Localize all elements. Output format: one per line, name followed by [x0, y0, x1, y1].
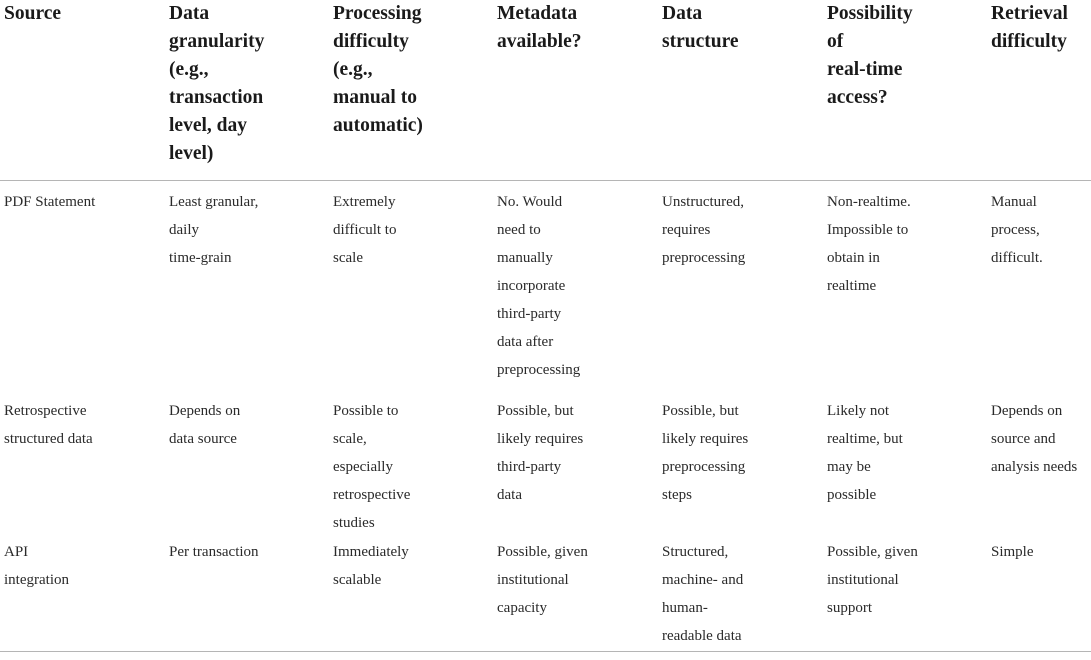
table-row: [0, 538, 1091, 660]
table-cell: Extremely difficult to scale: [333, 194, 397, 266]
table-cell: Least granular, daily time-grain: [169, 194, 259, 266]
header-metadata-available: Metadata available?: [497, 3, 582, 52]
table-cell: PDF Statement: [4, 194, 96, 210]
table-cell: Per transaction: [169, 544, 259, 560]
header-real-time-access: Possibility of real-time access?: [827, 3, 913, 108]
table-cell: Structured, machine- and human- readable data: [662, 544, 744, 644]
table-cell: Possible, but likely requires third-party data: [497, 403, 584, 503]
table-cell: Possible, given institutional support: [827, 544, 918, 616]
table-cell: Retrospective structured data: [4, 403, 93, 447]
header-data-granularity: Data granularity (e.g., transaction level, day level): [169, 3, 265, 164]
table-cell: Immediately scalable: [333, 544, 409, 588]
header-retrieval-difficulty: Retrieval difficulty: [991, 3, 1068, 52]
table-cell: Depends on data source: [169, 403, 241, 447]
table-cell: Likely not realtime, but may be possible: [827, 403, 903, 503]
table-cell: Simple: [991, 544, 1034, 560]
table-cell: Non-realtime. Impossible to obtain in realtime: [827, 194, 911, 294]
header-processing-difficulty: Processing difficulty (e.g., manual to automatic): [333, 3, 423, 136]
header-data-structure: Data structure: [662, 3, 739, 52]
header-source: Source: [4, 3, 62, 24]
table-cell: Manual process, difficult.: [991, 194, 1043, 266]
table-cell: Possible to scale, especially retrospective studies: [333, 403, 411, 531]
table-bottom-rule: [0, 651, 1091, 652]
table-cell: No. Would need to manually incorporate third-party data after preprocessing: [497, 194, 581, 378]
table-header-row: [0, 0, 1091, 180]
table-cell: Unstructured, requires preprocessing: [662, 194, 746, 266]
table-cell: Possible, but likely requires preprocessing steps: [662, 403, 749, 503]
table-cell: Depends on source and analysis needs: [991, 403, 1078, 475]
table-cell: Possible, given institutional capacity: [497, 544, 588, 616]
header-divider: [0, 180, 1091, 181]
table-row: [0, 188, 1091, 397]
table-cell: API integration: [4, 544, 69, 588]
table-row: [0, 397, 1091, 538]
